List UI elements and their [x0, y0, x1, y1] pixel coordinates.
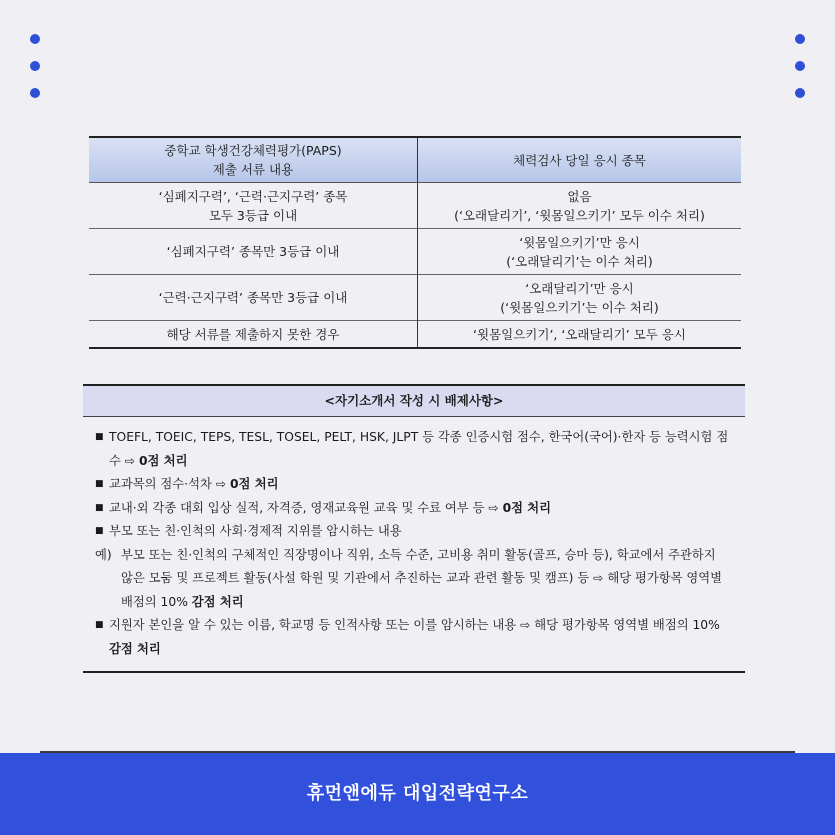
square-bullet-icon: ■: [95, 502, 104, 513]
square-bullet-icon: ■: [95, 432, 104, 442]
penalty-label: 0점 처리: [229, 477, 279, 491]
cell-test-item: 없음 (‘오래달리기’, ‘윗몸일으키기’ 모두 이수 처리): [418, 183, 742, 229]
table-row: [89, 183, 741, 229]
square-bullet-icon: ■: [95, 620, 104, 630]
example-prefix: 예): [95, 547, 112, 562]
decor-dots-right: [795, 34, 805, 98]
exclusion-title: <자기소개서 작성 시 배제사항>: [83, 386, 745, 417]
dot-icon: [30, 61, 40, 71]
cell-test-item: ‘윗몸일으키기’만 응시 (‘오래달리기’는 이수 처리): [418, 229, 742, 275]
penalty-label: 0점 처리: [139, 453, 188, 468]
penalty-label: 0점 처리: [502, 500, 552, 515]
cell-test-item: ‘오래달리기’만 응시 (‘윗몸일으키기’는 이수 처리): [418, 275, 742, 321]
dot-icon: [795, 88, 805, 98]
list-item-text: 부모 또는 친·인척의 사회·경제적 지위를 암시하는 내용: [109, 524, 402, 538]
list-item-text: 지원자 본인을 알 수 있는 이름, 학교명 등 인적사항 또는 이를 암시하는 내용 ⇨ 해당 평가항목 영역별 배점의 10% 감점 처리: [109, 618, 720, 656]
dot-icon: [795, 61, 805, 71]
list-item: [95, 473, 731, 497]
dot-icon: [795, 34, 805, 44]
paps-table: [89, 136, 741, 349]
square-bullet-icon: ■: [95, 526, 104, 536]
penalty-label: 감점 처리: [109, 641, 161, 656]
cell-submission: ‘심폐지구력’, ‘근력·근지구력’ 종목 모두 3등급 이내: [89, 183, 418, 229]
table-row: [89, 275, 741, 321]
exclusion-box: [83, 384, 745, 673]
cell-submission: ‘근력·근지구력’ 종목만 3등급 이내: [89, 275, 418, 321]
list-item: [95, 614, 731, 661]
dot-icon: [30, 34, 40, 44]
table-header-row: [89, 137, 741, 183]
example-text: 부모 또는 친·인척의 구체적인 직장명이나 직위, 소득 수준, 고비용 취미 활동(골프, 승마 등), 학교에서 주관하지 않은 모둠 및 프로젝트 활동(사설 학원 및 기관에서 추진하는 교과 관련 활동 및 캠프) 등 ⇨ 해당 평가항목 영역별 배점의 10% 감점 처리: [121, 547, 723, 609]
list-item: [95, 497, 731, 521]
list-item-text: 교과목의 점수·석차 ⇨ 0점 처리: [109, 477, 279, 491]
example-block: [95, 544, 731, 615]
list-item-text: 교내·외 각종 대회 입상 실적, 자격증, 영재교육원 교육 및 수료 여부 등 ⇨ 0점 처리: [109, 500, 552, 515]
decor-dots-left: [30, 34, 40, 98]
exclusion-list: [83, 417, 745, 671]
list-item: [95, 426, 731, 473]
square-bullet-icon: ■: [95, 479, 104, 489]
cell-submission: 해당 서류를 제출하지 못한 경우: [89, 321, 418, 349]
penalty-label: 감점 처리: [191, 594, 244, 609]
table-row: [89, 321, 741, 349]
dot-icon: [30, 88, 40, 98]
cell-test-item: ‘윗몸일으키기’, ‘오래달리기’ 모두 응시: [418, 321, 742, 349]
header-test-items: 체력검사 당일 응시 종목: [418, 137, 742, 183]
list-item-text: TOEFL, TOEIC, TEPS, TESL, TOSEL, PELT, HSK, JLPT 등 각종 인증시험 점수, 한국어(국어)·한자 등 능력시험 점수 ⇨ 0점 처리: [109, 430, 729, 468]
table-row: [89, 229, 741, 275]
footer-banner: 휴먼앤에듀 대입전략연구소: [0, 753, 835, 835]
list-item: [95, 520, 731, 544]
header-paps: 중학교 학생건강체력평가(PAPS) 제출 서류 내용: [89, 137, 418, 183]
cell-submission: ‘심폐지구력’ 종목만 3등급 이내: [89, 229, 418, 275]
